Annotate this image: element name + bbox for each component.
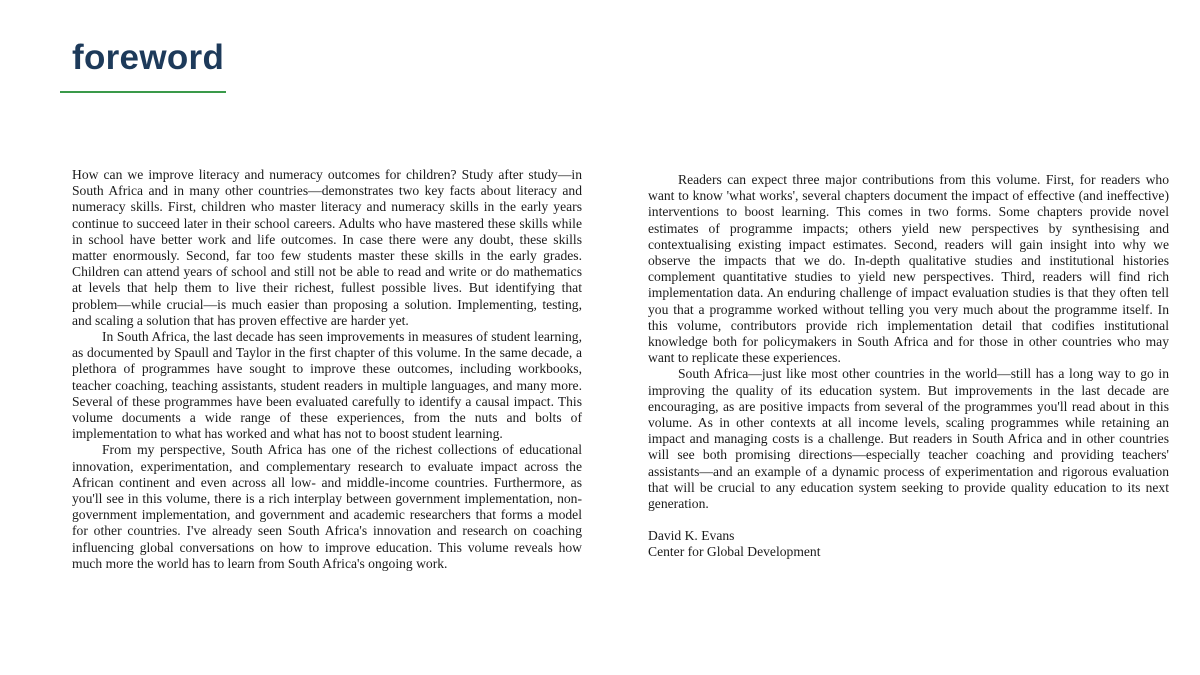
title-underline <box>60 91 226 93</box>
paragraph: In South Africa, the last decade has seen improvements in measures of student learning, as documented by Spaull and Taylor in the first chapter of this volume. In the same decade, a plethora of programmes have sought to improve these outcomes, including workbooks, teacher coaching, teaching assistants, student readers in multiple languages, and many more. Several of these programmes have been evaluated carefully to identify a causal impact. This volume documents a wide range of these experiences, from the nuts and bolts of implementation to what has worked and what has not to boost student learning. <box>72 329 582 442</box>
paragraph: How can we improve literacy and numeracy outcomes for children? Study after study—in South Africa and in many other countries—demonstrates two key facts about literacy and numeracy skills. First, children who master literacy and numeracy skills in the early years continue to succeed later in their school careers. Adults who have mastered these skills while in school have better work and life outcomes. In case there were any doubt, these skills matter enormously. Second, far too few students master these skills in the early grades. Children can attend years of school and still not be able to read and write or do mathematics at levels that help them to live their richest, fullest possible lives. But identifying that problem—while crucial—is much easier than proposing a solution. Implementing, testing, and scaling a solution that has proven effective are harder yet. <box>72 167 582 328</box>
author-name: David K. Evans <box>648 528 735 544</box>
page-title: foreword <box>72 38 225 77</box>
author-affiliation: Center for Global Development <box>648 544 821 560</box>
paragraph: Readers can expect three major contributions from this volume. First, for readers who want to know 'what works', several chapters document the impact of effective (and ineffective) interventions to boost learning. This comes in two forms. Some chapters provide novel estimates of programme impacts; others yield new perspectives by synthesising and contextualising existing impact estimates. Second, readers will gain insight into why we observe the impacts that we do. In-depth qualitative studies and institutional histories complement quantitative studies to yield new perspectives. Third, readers will find rich implementation data. An enduring challenge of impact evaluation studies is that they often tell you that a programme worked without telling you very much about the programme itself. In this volume, contributors provide rich implementation detail that codifies institutional knowledge both for policymakers in South Africa and for those in other countries who may want to replicate these experiences. <box>648 172 1169 366</box>
signature-block <box>648 528 1169 560</box>
paragraph: From my perspective, South Africa has one of the richest collections of educational innovation, experimentation, and complementary research to evaluate impact across the African continent and even across all low- and middle-income countries. Furthermore, as you'll see in this volume, there is a rich interplay between government implementation, non-government implementation, and government and academic researchers that forms a model for other countries. I've already seen South Africa's innovation and research on coaching influencing global conversations on how to improve education. This volume reveals how much more the world has to learn from South Africa's ongoing work. <box>72 442 582 571</box>
right-column <box>648 172 1169 561</box>
paragraph: South Africa—just like most other countries in the world—still has a long way to go in improving the quality of its education system. But improvements in the last decade are encouraging, as are positive impacts from several of the programmes you'll read about in this volume. As in other contexts at all income levels, scaling programmes while retaining an impact and managing costs is a challenge. But readers in South Africa and in other countries will see both promising directions—especially teacher coaching and providing teachers' assistants—and an example of a dynamic process of experimentation and rigorous evaluation that will be crucial to any education system seeking to provide quality education to its next generation. <box>648 366 1169 512</box>
left-column <box>72 167 582 572</box>
